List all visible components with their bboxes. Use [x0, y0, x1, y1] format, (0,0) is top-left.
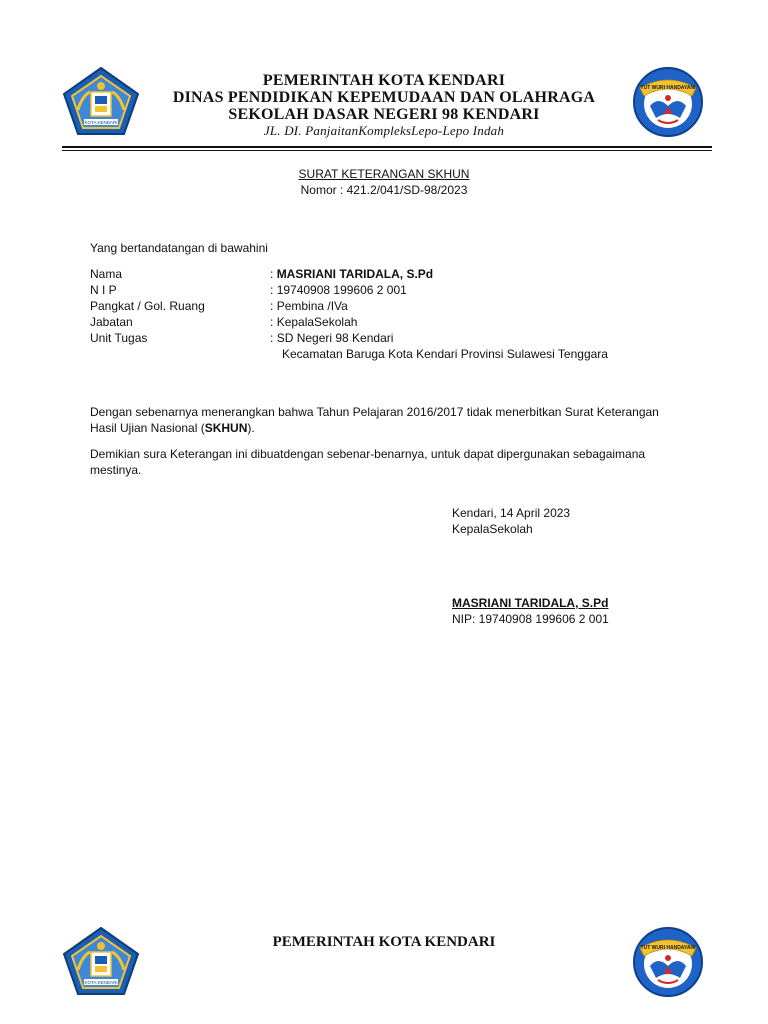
letterhead-line-1: PEMERINTAH KOTA KENDARI: [262, 72, 506, 89]
signature-place-date: Kendari, 14 April 2023: [452, 506, 571, 520]
paragraph-1-line-1: Dengan sebenarnya menerangkan bahwa Tahun Pelajaran 2016/2017 tidak menerbitkan Surat Keterangan: [90, 405, 659, 419]
letterhead-line-2: DINAS PENDIDIKAN KEPEMUDAAN DAN OLAHRAGA: [172, 89, 596, 106]
field-label-pangkat: Pangkat / Gol. Ruang: [90, 299, 205, 313]
tut-wuri-handayani-icon: [628, 66, 708, 138]
unit-address: Kecamatan Baruga Kota Kendari Provinsi Sulawesi Tenggara: [282, 347, 608, 361]
left-logo-text: KOTA KENDARI: [84, 120, 118, 125]
footer-left-logo-text: KOTA KENDARI: [84, 980, 118, 985]
field-label-nama: Nama: [90, 267, 123, 281]
document-number: Nomor : 421.2/041/SD-98/2023: [300, 183, 468, 197]
skhun-term: SKHUN: [204, 421, 248, 435]
right-logo-text: TUT WURI HANDAYANI: [640, 85, 696, 91]
paragraph-1-line-2: Hasil Ujian Nasional (SKHUN).: [90, 421, 255, 435]
kota-kendari-emblem-icon: [62, 66, 140, 136]
field-value-nip: : 19740908 199606 2 001: [270, 283, 407, 297]
field-value-nama: : MASRIANI TARIDALA, S.Pd: [270, 267, 434, 281]
paragraph-2-line-1: Demikian sura Keterangan ini dibuatdengan sebenar-benarnya, untuk dapat dipergunakan sebagaimana: [90, 447, 646, 461]
field-value-unit-tugas: : SD Negeri 98 Kendari: [270, 331, 394, 345]
letterhead-address: JL. DI. PanjaitanKompleksLepo-Lepo Indah: [263, 123, 505, 138]
signature-name: MASRIANI TARIDALA, S.Pd: [452, 596, 609, 610]
intro-text: Yang bertandatangan di bawahini: [90, 241, 268, 255]
field-label-unit-tugas: Unit Tugas: [90, 331, 148, 345]
document-title: SURAT KETERANGAN SKHUN: [298, 167, 470, 181]
footer-line-1: PEMERINTAH KOTA KENDARI: [272, 934, 496, 950]
field-label-nip: N I P: [90, 283, 117, 297]
field-value-jabatan: : KepalaSekolah: [270, 315, 358, 329]
letterhead-rule-thin: [62, 150, 712, 151]
field-value-pangkat: : Pembina /IVa: [270, 299, 348, 313]
footer-right-logo-text: TUT WURI HANDAYANI: [640, 945, 696, 951]
tut-wuri-handayani-icon: [628, 926, 708, 998]
letterhead-rule-thick: [62, 146, 712, 148]
field-label-jabatan: Jabatan: [90, 315, 133, 329]
letterhead-line-3: SEKOLAH DASAR NEGERI 98 KENDARI: [228, 106, 540, 123]
signature-position: KepalaSekolah: [452, 522, 533, 536]
paragraph-2-line-2: mestinya.: [90, 463, 142, 477]
kota-kendari-emblem-icon: [62, 926, 140, 996]
signature-nip: NIP: 19740908 199606 2 001: [452, 612, 609, 626]
